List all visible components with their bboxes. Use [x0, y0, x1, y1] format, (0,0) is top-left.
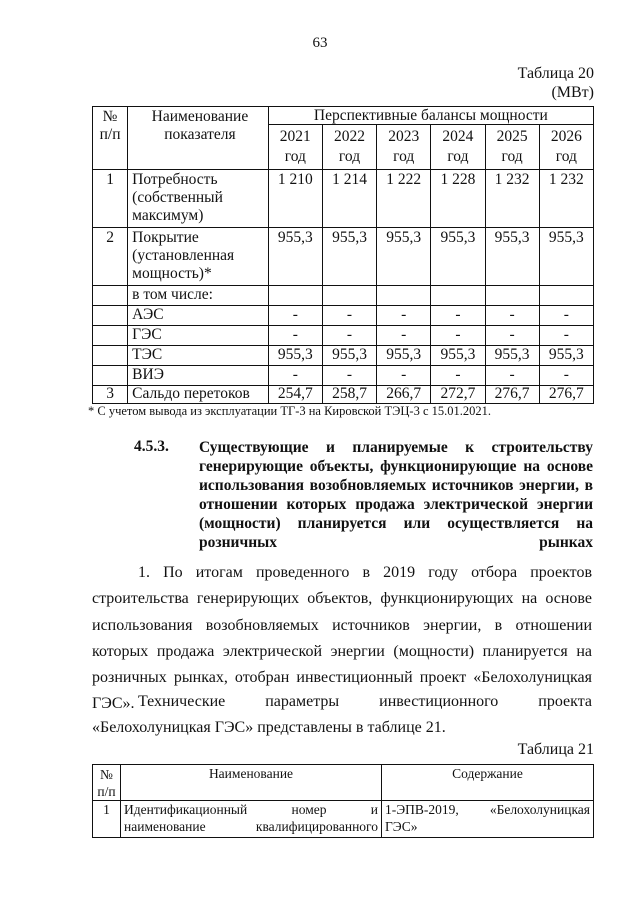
row-name: Потребность (собственный максимум) [128, 170, 269, 228]
row-value: 955,3 [268, 228, 322, 286]
row-value: 1 210 [268, 170, 322, 228]
row-value [322, 286, 376, 306]
row-value: 955,3 [485, 346, 539, 366]
section-title [199, 438, 593, 551]
table-row [93, 366, 594, 386]
table-21 [92, 764, 594, 838]
header-year: 2021 год [268, 125, 322, 170]
row-value: 266,7 [377, 386, 431, 404]
row-name [121, 801, 382, 838]
row-value: - [431, 306, 485, 326]
row-value: - [485, 366, 539, 386]
row-value [539, 286, 593, 306]
header-year: 2022 год [322, 125, 376, 170]
row-value: - [268, 326, 322, 346]
paragraph-text: 1. По итогам проведенного в 2019 году отбора проектов строительства генерирующих объектов, функционирующих на основе использования возобновляемых источников энергии, в отношении которых продажа электрической энергии (мощности) планируется на розничных рынках, отобран инвестиционный проект «Белохолуницкая ГЭС». [92, 564, 592, 713]
row-num [93, 326, 128, 346]
row-value: - [539, 366, 593, 386]
row-value [268, 286, 322, 306]
header-name: Наименование показателя [128, 107, 269, 170]
row-value: - [377, 326, 431, 346]
header-year: 2025 год [485, 125, 539, 170]
row-num [93, 306, 128, 326]
table-row [93, 170, 594, 228]
row-value: - [485, 306, 539, 326]
row-value: 955,3 [539, 228, 593, 286]
header-year: 2023 год [377, 125, 431, 170]
header-num: № п/п [93, 765, 121, 801]
row-value: 955,3 [431, 228, 485, 286]
row-value: 258,7 [322, 386, 376, 404]
row-value: - [539, 306, 593, 326]
row-num: 1 [93, 170, 128, 228]
table-row [93, 386, 594, 404]
row-value: 276,7 [539, 386, 593, 404]
table-row [93, 346, 594, 366]
header-content: Содержание [382, 765, 594, 801]
row-name: ТЭС [128, 346, 269, 366]
table-20-unit: (МВт) [551, 84, 594, 101]
table-20 [92, 106, 594, 404]
row-value: 955,3 [268, 346, 322, 366]
row-value: - [322, 306, 376, 326]
row-name: АЭС [128, 306, 269, 326]
row-num: 1 [93, 801, 121, 838]
row-num [93, 286, 128, 306]
row-value [377, 286, 431, 306]
row-value: - [539, 326, 593, 346]
row-value: 955,3 [377, 346, 431, 366]
row-num [93, 346, 128, 366]
row-value: 955,3 [431, 346, 485, 366]
row-value: - [268, 306, 322, 326]
row-name: Покрытие (установленная мощность)* [128, 228, 269, 286]
row-content-text: 1-ЭПВ-2019, «Белохолуницкая ГЭС» [385, 802, 590, 834]
header-group: Перспективные балансы мощности [268, 107, 593, 125]
header-num: № п/п [93, 107, 128, 170]
row-value: 955,3 [485, 228, 539, 286]
row-name: ВИЭ [128, 366, 269, 386]
row-value: - [377, 366, 431, 386]
row-value: 955,3 [377, 228, 431, 286]
row-name: Сальдо перетоков [128, 386, 269, 404]
row-value: 955,3 [322, 346, 376, 366]
row-name: в том числе: [128, 286, 269, 306]
table-20-caption [518, 64, 594, 102]
row-value: 276,7 [485, 386, 539, 404]
header-name: Наименование [121, 765, 382, 801]
header-year: 2024 год [431, 125, 485, 170]
row-name: ГЭС [128, 326, 269, 346]
table-row [93, 801, 594, 838]
row-value: - [485, 326, 539, 346]
table-row [93, 228, 594, 286]
row-value: 1 232 [485, 170, 539, 228]
row-value: 955,3 [322, 228, 376, 286]
page-number: 63 [312, 35, 328, 51]
table-row [93, 306, 594, 326]
row-value: 1 228 [431, 170, 485, 228]
row-value: 1 214 [322, 170, 376, 228]
table-row [93, 326, 594, 346]
row-value: 1 232 [539, 170, 593, 228]
row-num: 2 [93, 228, 128, 286]
row-value: 955,3 [539, 346, 593, 366]
row-value: 1 222 [377, 170, 431, 228]
paragraph-text: Технические параметры инвестиционного проекта «Белохолуницкая ГЭС» представлены в таблице 21. [92, 693, 592, 737]
row-value: - [268, 366, 322, 386]
row-value: 272,7 [431, 386, 485, 404]
row-value [485, 286, 539, 306]
row-name-text: Идентификационный номер и наименование квалифицированного [124, 802, 378, 834]
row-num: 3 [93, 386, 128, 404]
row-value [431, 286, 485, 306]
section-number: 4.5.3. [134, 438, 169, 455]
row-value: 254,7 [268, 386, 322, 404]
table-row [93, 286, 594, 306]
row-num [93, 366, 128, 386]
row-value: - [322, 326, 376, 346]
header-year: 2026 год [539, 125, 593, 170]
table-20-footnote: * С учетом вывода из эксплуатации ТГ-3 на Кировской ТЭЦ-3 с 15.01.2021. [88, 404, 491, 418]
table-20-title: Таблица 20 [517, 65, 594, 82]
section-title-text: Существующие и планируемые к строительству генерирующие объекты, функционирующие на основе использования возобновляемых источников энергии, в отношении которых продажа электрической энергии (мощности) планируется или осуществляется на розничных рынках [199, 439, 593, 551]
row-value: - [431, 366, 485, 386]
paragraph [92, 689, 592, 742]
row-value: - [377, 306, 431, 326]
row-content [382, 801, 594, 838]
row-value: - [322, 366, 376, 386]
table-21-caption: Таблица 21 [517, 741, 594, 758]
row-value: - [431, 326, 485, 346]
